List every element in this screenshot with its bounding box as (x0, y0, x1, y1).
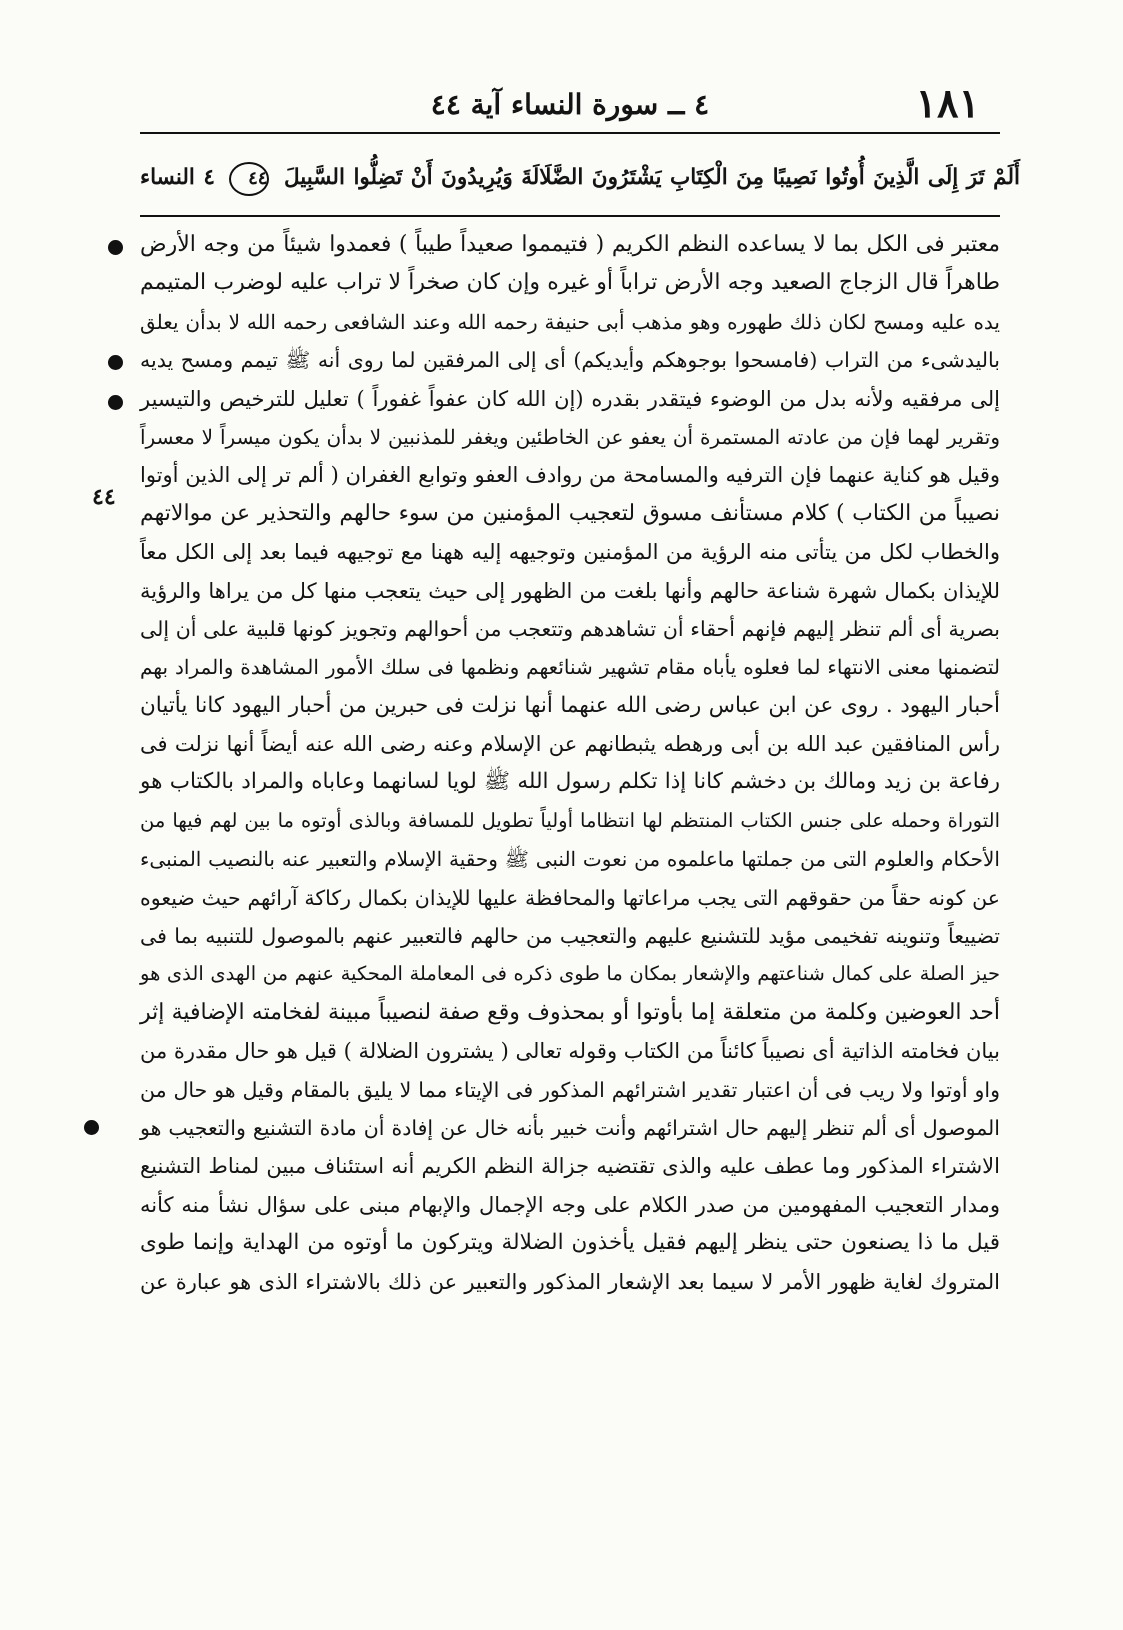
text-line: ومدار التعجيب المفهومين من صدر الكلام على وجه الإجمال والإبهام مبنى على سؤال نشأ منه كأنه (140, 1192, 1000, 1217)
verse-text: أَلَمْ تَرَ إِلَى الَّذِينَ أُوتُوا نَصِيبًا مِنَ الْكِتَابِ يَشْتَرُونَ الضَّلَالَةَ وَيُرِيدُونَ أَنْ تَضِلُّوا السَّبِيلَ (283, 165, 1020, 190)
margin-bullet-1 (108, 240, 123, 255)
text-line: قيل ما ذا يصنعون حتى ينظر إليهم فقيل يأخذون الضلالة ويتركون ما أوتوه من الهداية وإنما طوى (140, 1230, 1000, 1256)
text-line: أحد العوضين وكلمة من متعلقة إما بأوتوا أو بمحذوف وقع صفة لنصيباً مبينة لفخامته الإضافية إثر (140, 999, 1000, 1025)
text-line: للإيذان بكمال شهرة شناعة حالهم وأنها بلغت من الظهور إلى حيث يتعجب منها كل من يراها والرؤية (140, 578, 1000, 603)
text-line: لتضمنها معنى الانتهاء لما فعلوه يأباه مقام تشهير شنائعهم ونظمها فى سلك الأمور المشاهدة والمراد بهم (140, 655, 1000, 680)
commentary-body (140, 226, 1000, 1301)
text-line: واو أوتوا ولا ريب فى أن اعتبار تقدير اشترائهم المذكور فى الإيتاء مما لا يليق بالمقام وقيل هو حال من (140, 1077, 1000, 1102)
margin-verse-marker: ٤٤ (92, 484, 116, 510)
text-line: يده عليه ومسح لكان ذلك طهوره وهو مذهب أبى حنيفة رحمه الله وعند الشافعى رحمه الله لا بدأن يعلق (140, 309, 1000, 334)
text-line: الأحكام والعلوم التى من جملتها ماعلموه من نعوت النبى ﷺ وحقية الإسلام والتعبير عنه بالنصيب المنبىء (140, 847, 1000, 872)
quran-verse (140, 150, 1020, 205)
text-line: رأس المنافقين عبد الله بن أبى ورهطه يثبطانهم عن الإسلام وعنه رضى الله عنه أيضاً أنها نزلت فى (140, 732, 1000, 757)
verse-number-marker: ٤٤ (229, 162, 269, 196)
margin-bullet-3 (108, 395, 123, 410)
text-line: نصيباً من الكتاب ) كلام مستأنف مسوق لتعجيب المؤمنين من سوء حالهم والتحذير عن موالاتهم (140, 500, 1000, 526)
text-line: حيز الصلة على كمال شناعتهم والإشعار بمكان ما طوى ذكره فى المعاملة المحكية عنهم من الهدى الذى هو (140, 962, 1000, 986)
text-line: المتروك لغاية ظهور الأمر لا سيما بعد الإشعار المذكور والتعبير عن ذلك بالاشتراء الذى هو عبارة عن (140, 1269, 1000, 1294)
text-line: الموصول أى ألم تنظر إليهم حال اشترائهم وأنت خبير بأنه خال عن إفادة أن مادة التشنيع والتعجيب هو (140, 1115, 1000, 1140)
verse-rule (140, 215, 1000, 217)
text-line: طاهراً قال الزجاج الصعيد وجه الأرض تراباً أو غيره وإن كان صخراً لا تراب عليه لوضرب المتيمم (140, 270, 1000, 296)
page-header (140, 78, 1000, 130)
page-number: ١٨١ (915, 80, 980, 127)
text-line: بيان فخامته الذاتية أى نصيباً كائناً من الكتاب وقوله تعالى ( يشترون الضلالة ) قيل هو حال مقدرة من (140, 1039, 1000, 1064)
header-rule (140, 132, 1000, 134)
surah-reference: ٤ النساء (140, 165, 215, 190)
text-line: معتبر فى الكل بما لا يساعده النظم الكريم ( فتيمموا صعيداً طيباً ) فعمدوا شيئاً من وجه الأرض (140, 232, 1000, 257)
running-title: ٤ ــ سورة النساء آية ٤٤ (430, 88, 710, 121)
text-line: أحبار اليهود . روى عن ابن عباس رضى الله عنهما أنها نزلت فى حبرين من أحبار اليهود كانا يأتيان (140, 692, 1000, 718)
text-line: رفاعة بن زيد ومالك بن دخشم كانا إذا تكلم رسول الله ﷺ لويا لسانهما وعاباه والمراد بالكتاب هو (140, 769, 1000, 795)
text-line: وتقرير لهما فإن من عادته المستمرة أن يعفو عن الخاطئين ويغفر للمذنبين لا بدأن يكون ميسراً لا معسراً (140, 424, 1001, 449)
text-line: الاشتراء المذكور وما عطف عليه والذى تقتضيه جزالة النظم الكريم أنه استئناف مبين لمناط التشنيع (140, 1154, 1000, 1179)
margin-bullet-2 (108, 355, 123, 370)
margin-bullet-4 (84, 1120, 99, 1135)
text-line: عن كونه حقاً من حقوقهم التى يجب مراعاتها والمحافظة عليها للإيذان بكمال ركاكة آرائهم حيث ضيعوه (140, 885, 1000, 910)
text-line: تضييعاً وتنوينه تفخيمى مؤيد للتشنيع عليهم والتعجيب من حالهم فالتعبير عنهم بالموصول للتنبيه بما فى (140, 924, 1000, 949)
text-line: وقيل هو كناية عنهما فإن الترفيه والمسامحة من روادف العفو وتوابع الغفران ( ألم تر إلى الذين أوتوا (140, 463, 1000, 488)
text-line: باليدشىء من التراب (فامسحوا بوجوهكم وأيديكم) أى إلى المرفقين لما روى أنه ﷺ تيمم ومسح يديه (140, 348, 1000, 373)
text-line: بصرية أى ألم تنظر إليهم فإنهم أحقاء أن تشاهدهم وتتعجب من أحوالهم وتجويز كونها قلبية على أن إلى (140, 616, 1000, 641)
text-line: التوراة وحمله على جنس الكتاب المنتظم لها انتظاما أولياً تطويل للمسافة وبالذى أوتوه ما بين لهم فيها من (140, 808, 1000, 832)
text-line: والخطاب لكل من يتأتى منه الرؤية من المؤمنين وتوجيهه إليه ههنا مع توجيهه فيما بعد إلى الكل معاً (140, 540, 1000, 565)
text-line: إلى مرفقيه ولأنه بدل من الوضوء فيتقدر بقدره (إن الله كان عفواً غفوراً ) تعليل للترخيص والتيسير (140, 386, 1000, 411)
